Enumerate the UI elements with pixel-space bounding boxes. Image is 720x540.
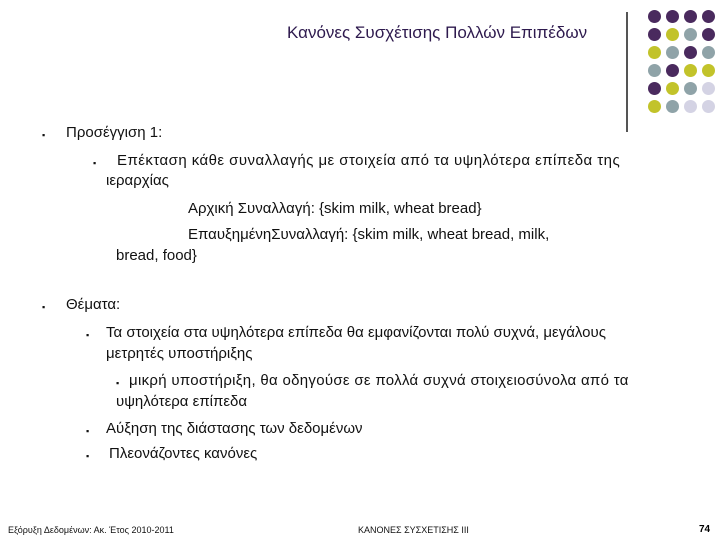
- page-number: 74: [699, 524, 711, 535]
- dot: [666, 100, 679, 113]
- dot: [666, 46, 679, 59]
- issue-1-sub-line1: μικρή υποστήριξη, θα οδηγούσε σε πολλά συχνά στοιχειοσύνολα από τα: [129, 372, 629, 389]
- extended-transaction-line2: bread, food}: [116, 247, 197, 264]
- approach-heading: Προσέγγιση 1:: [66, 124, 163, 141]
- extension-text-line2: ιεραρχίας: [106, 172, 169, 189]
- extension-text-line1: Επέκταση κάθε συναλλαγής με στοιχεία από τα υψηλότερα επίπεδα της: [117, 152, 621, 169]
- dot: [702, 28, 715, 41]
- slide-title: Κανόνες Συσχέτισης Πολλών Επιπέδων: [287, 23, 588, 42]
- dot: [666, 28, 679, 41]
- bullet-icon: ▪: [86, 451, 90, 461]
- dot: [648, 46, 661, 59]
- dot: [666, 10, 679, 23]
- dot: [702, 82, 715, 95]
- issue-1-sub-line2: υψηλότερα επίπεδα: [116, 393, 248, 410]
- bullet-icon: ▪: [42, 130, 46, 140]
- extended-transaction-line1: ΕπαυξημένηΣυναλλαγή: {skim milk, wheat bread, milk,: [188, 226, 550, 243]
- dot: [648, 10, 661, 23]
- footer-topic: ΚΑΝΟΝΕΣ ΣΥΣΧΕΤΙΣΗΣ ΙΙΙ: [358, 525, 469, 535]
- dot: [702, 64, 715, 77]
- dot: [648, 100, 661, 113]
- original-transaction: Αρχική Συναλλαγή: {skim milk, wheat bread}: [188, 200, 482, 217]
- bullet-icon: ▪: [93, 158, 97, 168]
- issues-heading: Θέματα:: [66, 296, 121, 313]
- issue-1-line1: Τα στοιχεία στα υψηλότερα επίπεδα θα εμφανίζονται πολύ συχνά, μεγάλους: [106, 324, 606, 341]
- bullet-icon: ▪: [116, 378, 120, 388]
- footer-course: Εξόρυξη Δεδομένων: Ακ. Έτος 2010-2011: [8, 525, 174, 535]
- bullet-icon: ▪: [86, 426, 90, 436]
- dot: [648, 82, 661, 95]
- dot: [702, 10, 715, 23]
- dot: [702, 46, 715, 59]
- bullet-icon: ▪: [86, 330, 90, 340]
- dot: [648, 28, 661, 41]
- dot: [684, 82, 697, 95]
- dot: [666, 82, 679, 95]
- decorative-dot-grid: [638, 10, 720, 120]
- dot: [684, 28, 697, 41]
- issue-2: Αύξηση της διάστασης των δεδομένων: [106, 420, 363, 437]
- dot: [648, 64, 661, 77]
- issue-3: Πλεονάζοντες κανόνες: [109, 445, 258, 462]
- dot: [702, 100, 715, 113]
- title-divider: [626, 12, 628, 132]
- dot: [684, 46, 697, 59]
- dot: [684, 100, 697, 113]
- dot: [684, 64, 697, 77]
- dot: [666, 64, 679, 77]
- bullet-icon: ▪: [42, 302, 46, 312]
- issue-1-line2: μετρητές υποστήριξης: [106, 345, 253, 362]
- dot: [684, 10, 697, 23]
